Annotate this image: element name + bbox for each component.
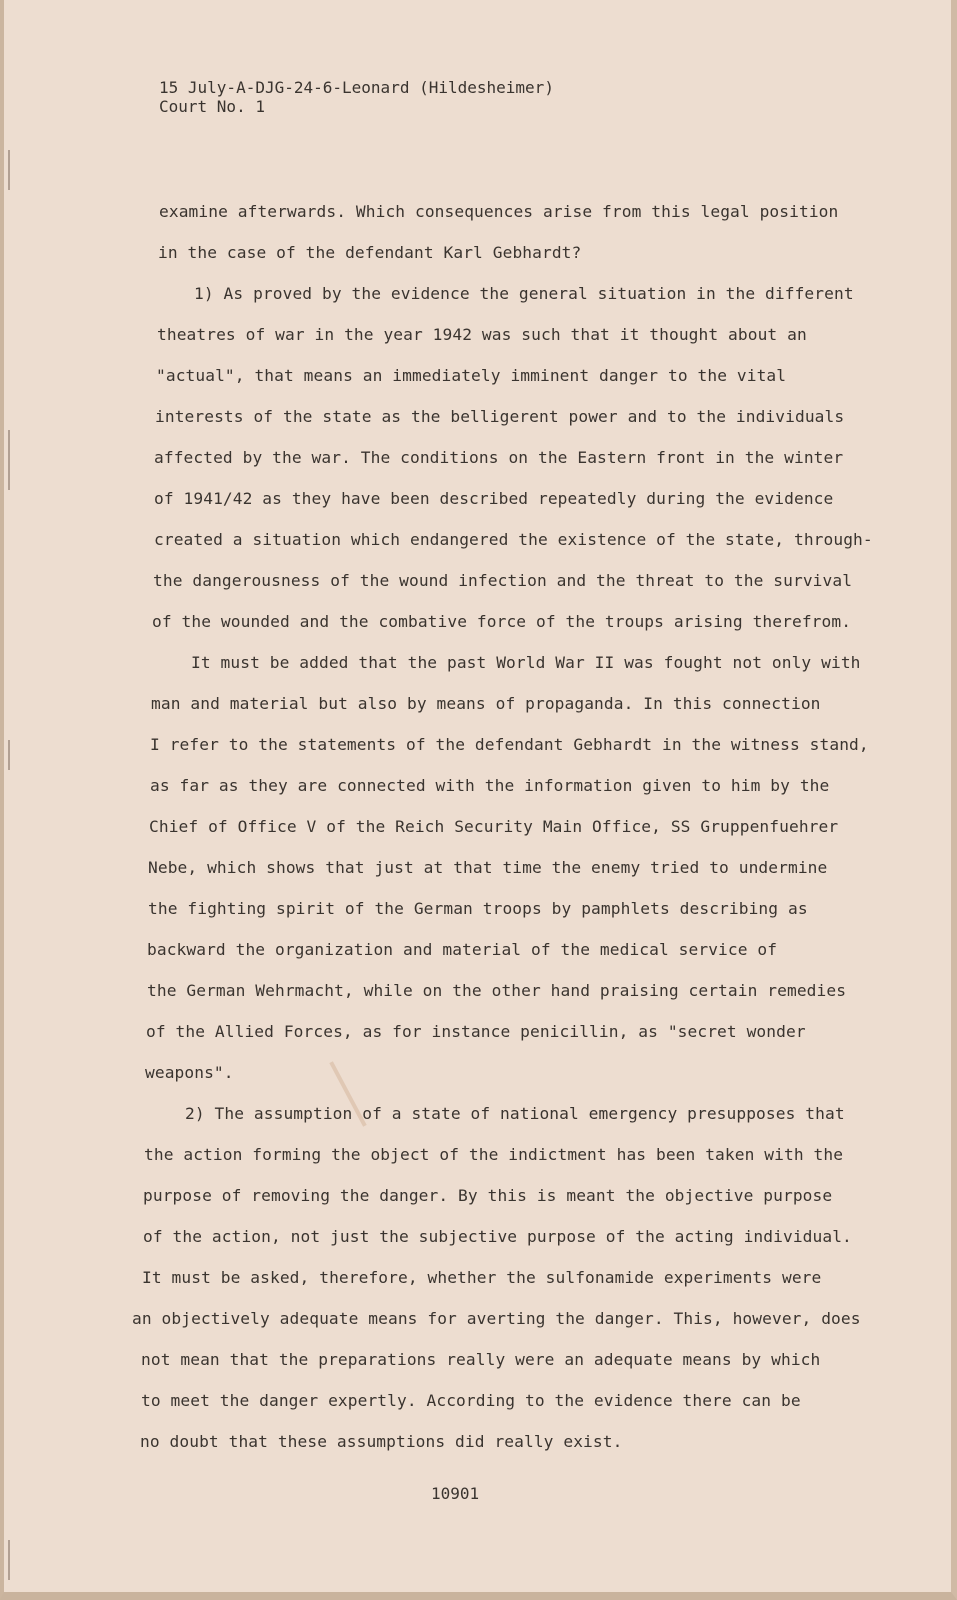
body-line: not mean that the preparations really were an adequate means by which xyxy=(141,1350,821,1369)
margin-mark xyxy=(8,150,10,190)
body-line: in the case of the defendant Karl Gebhardt? xyxy=(158,243,582,262)
body-line: theatres of war in the year 1942 was such that it thought about an xyxy=(157,325,807,344)
header-court-number: Court No. 1 xyxy=(159,97,265,116)
body-line: 2) The assumption of a state of national emergency presupposes that xyxy=(185,1104,845,1123)
body-line: purpose of removing the danger. By this is meant the objective purpose xyxy=(143,1186,833,1205)
body-line: no doubt that these assumptions did really exist. xyxy=(140,1432,623,1451)
body-line: of the Allied Forces, as for instance penicillin, as "secret wonder xyxy=(146,1022,806,1041)
body-line: backward the organization and material of the medical service of xyxy=(147,940,778,959)
body-line: It must be asked, therefore, whether the sulfonamide experiments were xyxy=(142,1268,822,1287)
body-line: interests of the state as the belligerent power and to the individuals xyxy=(155,407,845,426)
body-line: the action forming the object of the indictment has been taken with the xyxy=(144,1145,844,1164)
margin-mark xyxy=(8,740,10,770)
body-line: 1) As proved by the evidence the general situation in the different xyxy=(194,284,854,303)
body-line: Nebe, which shows that just at that time the enemy tried to undermine xyxy=(148,858,828,877)
body-line: I refer to the statements of the defendant Gebhardt in the witness stand, xyxy=(150,735,869,754)
body-line: as far as they are connected with the information given to him by the xyxy=(150,776,830,795)
body-line: Chief of Office V of the Reich Security Main Office, SS Gruppenfuehrer xyxy=(149,817,839,836)
body-line: affected by the war. The conditions on the Eastern front in the winter xyxy=(154,448,844,467)
body-line: It must be added that the past World War II was fought not only with xyxy=(191,653,861,672)
page-number: 10901 xyxy=(431,1484,480,1503)
document-header xyxy=(159,78,554,116)
body-line: to meet the danger expertly. According to the evidence there can be xyxy=(141,1391,801,1410)
body-line: the German Wehrmacht, while on the other hand praising certain remedies xyxy=(147,981,847,1000)
margin-mark xyxy=(8,430,10,490)
header-case-reference: 15 July-A-DJG-24-6-Leonard (Hildesheimer) xyxy=(159,78,554,97)
body-line: the dangerousness of the wound infection and the threat to the survival xyxy=(153,571,853,590)
body-line: of the action, not just the subjective purpose of the acting individual. xyxy=(143,1227,852,1246)
body-line: weapons". xyxy=(145,1063,234,1082)
body-line: an objectively adequate means for averting the danger. This, however, does xyxy=(132,1309,861,1328)
body-line: of 1941/42 as they have been described repeatedly during the evidence xyxy=(154,489,834,508)
margin-mark xyxy=(8,1540,10,1580)
body-line: created a situation which endangered the existence of the state, through- xyxy=(154,530,873,549)
body-line: man and material but also by means of propaganda. In this connection xyxy=(151,694,821,713)
body-line: examine afterwards. Which consequences arise from this legal position xyxy=(159,202,839,221)
body-line: the fighting spirit of the German troops by pamphlets describing as xyxy=(148,899,808,918)
body-line: of the wounded and the combative force of the troups arising therefrom. xyxy=(152,612,852,631)
body-line: "actual", that means an immediately imminent danger to the vital xyxy=(156,366,787,385)
